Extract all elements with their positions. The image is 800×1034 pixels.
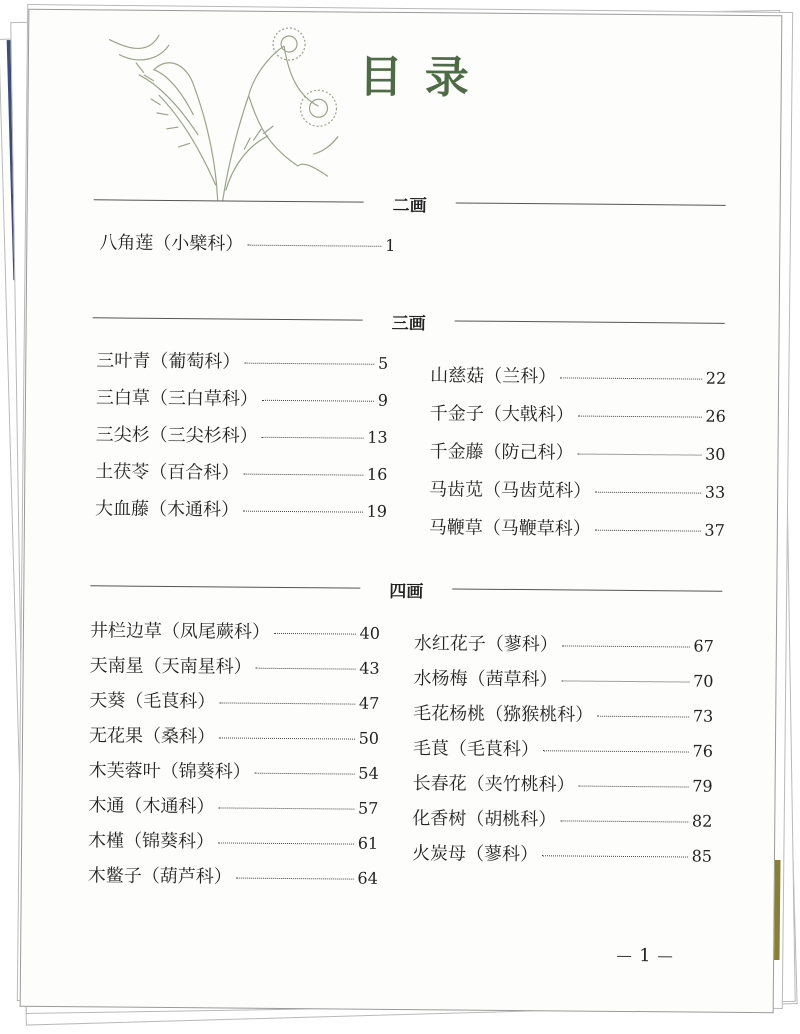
page-title: 目录 bbox=[358, 51, 492, 104]
entry-name: 千金藤（防己科） bbox=[429, 441, 574, 464]
leader-dots bbox=[243, 474, 363, 476]
entry-page: 16 bbox=[366, 464, 388, 484]
toc-entry[interactable] bbox=[413, 664, 713, 695]
toc-entry[interactable] bbox=[89, 756, 379, 787]
entry-name: 毛茛（毛茛科） bbox=[412, 738, 540, 761]
entry-page: 76 bbox=[692, 741, 713, 761]
toc-entry[interactable] bbox=[96, 420, 388, 451]
dandelion-illustration bbox=[98, 14, 360, 206]
toc-entry[interactable] bbox=[88, 826, 378, 857]
entry-name: 水红花子（蓼科） bbox=[413, 633, 558, 656]
entry-name: 水杨梅（茜草科） bbox=[413, 668, 558, 691]
page-number-dash bbox=[617, 955, 631, 956]
toc-entry[interactable] bbox=[89, 721, 379, 752]
toc-entry[interactable] bbox=[413, 699, 713, 730]
entry-page: 1 bbox=[385, 235, 396, 255]
entry-page: 37 bbox=[704, 520, 725, 540]
toc-entry[interactable] bbox=[429, 513, 725, 544]
entry-name: 木芙蓉叶（锦葵科） bbox=[88, 760, 251, 783]
entry-name: 马鞭草（马鞭草科） bbox=[428, 517, 591, 540]
entry-name: 木鳖子（葫芦科） bbox=[87, 865, 232, 888]
entry-name: 毛花杨桃（猕猴桃科） bbox=[413, 703, 594, 726]
section-rule-left bbox=[94, 199, 364, 202]
leader-dots bbox=[562, 645, 690, 647]
toc-entry[interactable] bbox=[88, 861, 378, 892]
entry-page: 82 bbox=[691, 811, 713, 831]
entry-name: 马齿苋（马齿苋科） bbox=[429, 479, 592, 502]
leader-dots bbox=[578, 416, 702, 418]
toc-page bbox=[20, 9, 783, 1014]
leader-dots bbox=[256, 668, 356, 670]
leader-dots bbox=[244, 363, 374, 365]
leader-dots bbox=[255, 773, 355, 775]
toc-entry[interactable] bbox=[95, 457, 387, 488]
page-number-dash bbox=[659, 956, 673, 957]
toc-entry[interactable] bbox=[430, 361, 726, 392]
leader-dots bbox=[577, 454, 701, 456]
toc-entry[interactable] bbox=[88, 791, 378, 822]
section-header bbox=[93, 306, 725, 336]
entry-page: 9 bbox=[377, 390, 389, 410]
leader-dots bbox=[595, 530, 701, 532]
entry-name: 木槿（锦葵科） bbox=[88, 830, 215, 853]
section-rule-right bbox=[455, 320, 725, 323]
toc-entry[interactable] bbox=[429, 437, 725, 468]
leader-dots bbox=[236, 878, 354, 880]
section-label: 四画 bbox=[379, 577, 433, 602]
entry-page: 61 bbox=[357, 833, 379, 853]
entry-page: 13 bbox=[367, 427, 388, 447]
leader-dots bbox=[542, 855, 688, 857]
entry-page: 85 bbox=[691, 846, 713, 866]
entry-name: 井栏边草（凤尾蕨科） bbox=[89, 620, 271, 643]
leader-dots bbox=[560, 377, 702, 379]
entry-name: 山慈菇（兰科） bbox=[430, 365, 557, 388]
leader-dots bbox=[579, 786, 689, 788]
entry-name: 天葵（毛茛科） bbox=[89, 690, 216, 713]
section-rule-left bbox=[93, 317, 363, 320]
entry-name: 土茯苓（百合科） bbox=[95, 461, 240, 484]
leader-dots bbox=[262, 400, 374, 402]
entry-page: 70 bbox=[693, 671, 714, 691]
leader-dots bbox=[243, 511, 363, 513]
toc-entry[interactable] bbox=[413, 734, 713, 765]
leader-dots bbox=[219, 737, 355, 739]
entry-name: 千金子（大戟科） bbox=[429, 403, 574, 426]
entry-name: 木通（木通科） bbox=[88, 795, 215, 818]
entry-page: 26 bbox=[705, 406, 726, 426]
toc-entry[interactable] bbox=[413, 769, 713, 800]
section-label: 三画 bbox=[382, 309, 436, 334]
page-number-value: 1 bbox=[639, 945, 651, 967]
entry-name: 三尖杉（三尖杉科） bbox=[95, 424, 258, 447]
section-label: 二画 bbox=[383, 191, 437, 216]
toc-entry[interactable] bbox=[89, 686, 379, 717]
entry-page: 54 bbox=[358, 763, 379, 783]
section-rule-right bbox=[456, 202, 726, 205]
entry-page: 43 bbox=[359, 658, 380, 678]
leader-dots bbox=[274, 633, 356, 635]
leader-dots bbox=[562, 680, 690, 682]
entry-name: 化香树（胡桃科） bbox=[412, 808, 557, 831]
entry-page: 47 bbox=[358, 693, 380, 713]
entry-name: 无花果（桑科） bbox=[88, 725, 216, 748]
leader-dots bbox=[595, 492, 701, 494]
section-rule-left bbox=[90, 585, 360, 588]
entry-page: 30 bbox=[705, 444, 726, 464]
toc-entry[interactable] bbox=[412, 804, 712, 835]
entry-page: 50 bbox=[358, 728, 380, 748]
entry-name: 三叶青（葡萄科） bbox=[96, 350, 241, 373]
toc-entry[interactable] bbox=[414, 629, 714, 660]
entry-page: 5 bbox=[378, 353, 389, 373]
leader-dots bbox=[218, 807, 354, 809]
entry-page: 33 bbox=[704, 482, 726, 502]
entry-page: 57 bbox=[357, 798, 379, 818]
entry-name: 天南星（天南星科） bbox=[89, 655, 252, 678]
leader-dots bbox=[543, 750, 689, 752]
leader-dots bbox=[560, 820, 688, 822]
entry-page: 79 bbox=[692, 776, 713, 796]
leader-dots bbox=[219, 702, 355, 704]
entry-page: 19 bbox=[366, 501, 388, 521]
toc-entry[interactable] bbox=[96, 346, 388, 377]
toc-entry[interactable] bbox=[90, 616, 380, 647]
section-header bbox=[90, 574, 722, 604]
toc-entry[interactable] bbox=[96, 383, 388, 414]
leader-dots bbox=[597, 716, 689, 718]
leader-dots bbox=[262, 437, 364, 439]
entry-page: 40 bbox=[359, 623, 381, 643]
toc-entry[interactable] bbox=[90, 651, 380, 682]
entry-page: 22 bbox=[705, 368, 727, 388]
entry-name: 三白草（三白草科） bbox=[95, 387, 259, 410]
section-rule-right bbox=[452, 588, 722, 591]
toc-entry[interactable] bbox=[95, 494, 387, 525]
toc-entry[interactable] bbox=[99, 228, 395, 259]
entry-name: 大血藤（木通科） bbox=[94, 498, 240, 521]
toc-entry[interactable] bbox=[430, 399, 726, 430]
entry-name: 火炭母（蓼科） bbox=[411, 843, 539, 866]
leader-dots bbox=[247, 245, 381, 247]
entry-name: 长春花（夹竹桃科） bbox=[412, 773, 575, 796]
toc-entry[interactable] bbox=[412, 839, 712, 870]
entry-page: 64 bbox=[357, 868, 378, 888]
toc-entry[interactable] bbox=[429, 475, 725, 506]
entry-name: 八角莲（小檗科） bbox=[99, 232, 244, 255]
entry-page: 67 bbox=[693, 636, 714, 656]
leader-dots bbox=[218, 842, 354, 844]
entry-page: 73 bbox=[692, 706, 714, 726]
page-number bbox=[609, 945, 681, 967]
section-header bbox=[94, 188, 726, 218]
